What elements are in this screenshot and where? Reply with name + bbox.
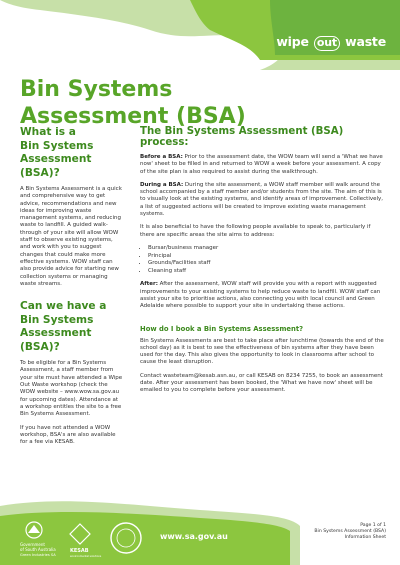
before-label: Before a BSA: <box>140 154 183 160</box>
what-is-heading-line: Bin Systems <box>20 139 94 152</box>
after-paragraph <box>140 281 386 310</box>
before-text: Prior to the assessment date, the WOW team will send a 'What we have now' sheet to be filled in and returned to WOW a week before your assessment. A copy of the site plan is also required to assist during the walkthrough. <box>140 154 383 175</box>
process-heading: The Bin Systems Assessment (BSA) process: <box>140 126 344 148</box>
during-label: During a BSA: <box>140 181 184 188</box>
booking-heading: How do I book a Bin Systems Assessment? <box>140 324 304 333</box>
can-we-heading-line: Assessment (BSA)? <box>20 327 92 353</box>
gov-line3: Green Industries SA <box>20 553 56 557</box>
after-text: After the assessment, WOW staff will provide you with a report with suggested improvements to your existing systems to help reduce waste to landfill. WOW staff can assist your site to prioritise actions, also connecting you with local council and Green Adelaide where possible to support your site in undertaking these actions. <box>140 281 381 310</box>
eligibility-body: To be eligible for a Bin Systems Assessment, a staff member from your site must have attended a Wipe Out Waste workshop (check the WOW website – www.wow.sa.gov.au for upcoming dates). Attendance at a workshop entitles the site to a free Bin Systems Assessment. <box>20 360 123 418</box>
kesab-sub: environmental solutions <box>70 555 102 558</box>
during-text: During the site assessment, a WOW staff member will walk around the school accompanied by a staff member and/or students from the site. The aim of this is to visually look at the existing systems, and identify areas of improvement. Collectively, a list of suggested actions will be created to improve existing waste management systems. <box>140 181 384 218</box>
right-column <box>140 126 386 401</box>
gov-line1: Government <box>20 542 45 547</box>
people-list <box>140 245 386 275</box>
title-line-2: Assessment (BSA) <box>20 104 246 129</box>
kesab-text: KESAB <box>70 548 89 554</box>
benefit-paragraph: It is also beneficial to have the following people available to speak to, particularly if there are specific areas the site aims to address: <box>140 224 371 238</box>
what-is-heading <box>20 126 123 180</box>
sa-government-logo <box>20 522 56 557</box>
footer-logos <box>18 520 148 562</box>
can-we-heading-line: Bin Systems <box>20 313 94 326</box>
logo-text-wipe: wipe <box>276 34 309 49</box>
what-is-heading-line: Assessment (BSA)? <box>20 153 92 179</box>
booking-timing-paragraph: Bin Systems Assessments are best to take place after lunchtime (towards the end of the school day) as it is best to see the effectiveness of bin systems after they have been used for the day. This also gives the opportunity to look in classrooms after school to cause the least disruption. <box>140 337 384 366</box>
list-item: • Grounds/Facilities staff <box>148 260 386 268</box>
list-item: • Cleaning staff <box>148 268 386 276</box>
logo-text-out: out <box>314 36 340 51</box>
page-title <box>20 76 246 130</box>
document-title: Bin Systems Assessment (BSA) <box>314 529 386 535</box>
what-is-heading-line: What is a <box>20 126 76 138</box>
page-info <box>314 523 386 542</box>
booking-contact-paragraph: Contact wasteteam@kesab.asn.au, or call KESAB on 8234 7255, to book an assessment date. After your assessment has been booked, the 'What we have now' sheet will be emailed to you to complete before your assessment. <box>140 372 383 394</box>
what-is-body: A Bin Systems Assessment is a quick and comprehensive way to get advice, recommendations and new ideas for improving waste management systems, and reducing waste to landfill. A guided walk-through of your site will allow WOW staff to observe existing systems, and work with you to suggest changes that could make more effective systems. WOW staff can also provide advice for starting new collection systems or managing waste streams. <box>20 186 122 287</box>
page-number: Page 1 of 1 <box>360 523 386 528</box>
wipe-out-waste-logo <box>276 34 386 51</box>
list-item: • Bursar/business manager <box>148 245 386 253</box>
council-seal-logo <box>111 523 141 553</box>
website-link[interactable]: www.sa.gov.au <box>160 532 228 541</box>
before-paragraph <box>140 154 386 176</box>
left-column <box>20 126 123 452</box>
gov-line2: of South Australia <box>20 547 56 552</box>
document-type: Information Sheet <box>344 535 386 541</box>
fee-body: If you have not attended a WOW workshop, BSA's are also available for a fee via KESAB. <box>20 424 116 446</box>
during-paragraph <box>140 182 386 218</box>
after-label: After: <box>140 281 158 288</box>
list-item: • Principal <box>148 253 386 261</box>
can-we-heading <box>20 300 123 354</box>
can-we-heading-line: Can we have a <box>20 300 107 313</box>
logo-text-waste: waste <box>345 34 386 49</box>
title-line-1: Bin Systems <box>20 77 173 102</box>
kesab-logo <box>70 524 102 558</box>
